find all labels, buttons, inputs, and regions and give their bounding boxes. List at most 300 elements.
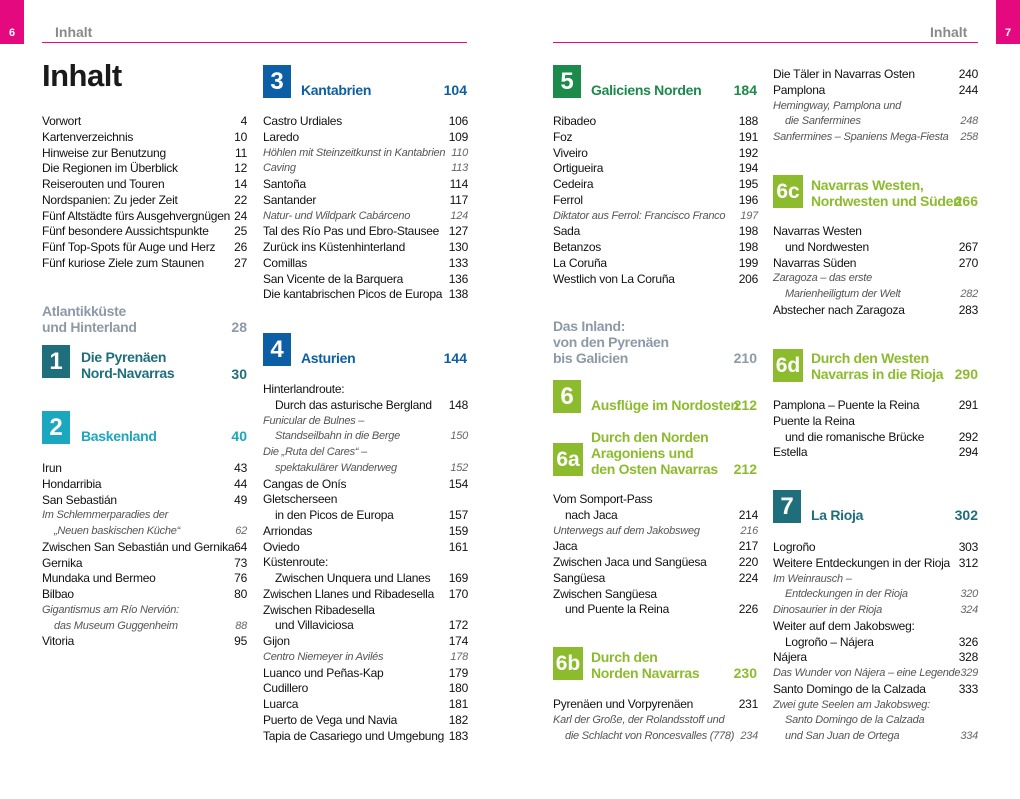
toc-entry[interactable]: [263, 697, 468, 713]
right-page-number-tab: [996, 0, 1020, 44]
toc-entry-title: die Schlacht von Roncesvalles (778): [565, 729, 735, 742]
toc-entry-page: 88: [235, 619, 247, 632]
toc-entry-page: 220: [738, 555, 758, 569]
toc-entry[interactable]: [42, 224, 247, 240]
toc-entry[interactable]: [553, 209, 758, 225]
toc-entry[interactable]: [773, 398, 978, 414]
toc-entry[interactable]: [263, 524, 468, 540]
toc-entry-title: Durch das asturische Bergland: [275, 397, 432, 412]
toc-entry[interactable]: [553, 224, 758, 240]
toc-entry-title: Zwischen San Sebastián und Gernika: [42, 539, 235, 554]
toc-entry-title: Luanco und Peñas-Kap: [263, 665, 384, 680]
toc-entry[interactable]: [263, 398, 468, 414]
part-heading-atlantik[interactable]: [42, 303, 137, 335]
toc-entry[interactable]: [553, 508, 758, 524]
toc-entry-page: 294: [958, 445, 978, 460]
toc-entry-page: 136: [448, 271, 468, 286]
chapter-heading-line: den Osten Navarras: [591, 461, 718, 477]
toc-entry-page: 224: [738, 570, 758, 585]
toc-entry[interactable]: [553, 729, 758, 745]
toc-entry[interactable]: [773, 619, 978, 635]
toc-entry[interactable]: [263, 240, 468, 256]
chapter-badge-6c: 6c: [773, 175, 803, 208]
toc-entry[interactable]: [773, 130, 978, 146]
toc-entry[interactable]: [263, 224, 468, 240]
toc-entry-page: 333: [958, 681, 978, 696]
toc-entry[interactable]: [263, 634, 468, 650]
toc-entry-page: 43: [234, 461, 247, 475]
toc-entry[interactable]: [773, 271, 978, 287]
toc-entry[interactable]: [42, 240, 247, 256]
toc-entry[interactable]: [42, 508, 247, 524]
toc-entry-title: Luarca: [263, 697, 299, 711]
toc-entry-page: 188: [738, 114, 758, 128]
toc-entry-page: 270: [958, 255, 978, 270]
toc-entry-title: Karl der Große, der Rolandsstoff und: [553, 713, 725, 726]
toc-entry[interactable]: [773, 682, 978, 698]
toc-entry[interactable]: [263, 618, 468, 634]
toc-entry-page: 329: [960, 667, 978, 679]
toc-entry[interactable]: [773, 698, 978, 714]
toc-entry[interactable]: [553, 713, 758, 729]
toc-entry[interactable]: [773, 414, 978, 430]
chapter-heading-6[interactable]: Ausflüge im Nordosten: [591, 397, 739, 413]
toc-entry[interactable]: [553, 555, 758, 571]
toc-entry-page: 44: [234, 476, 247, 491]
part-heading-line: Atlantikküste: [42, 303, 127, 319]
chapter-badge-4: 4: [263, 333, 291, 366]
toc-entry-page: 326: [958, 634, 978, 649]
toc-entry[interactable]: [773, 287, 978, 303]
toc-entry-page: 217: [738, 539, 758, 554]
part-heading-line: bis Galicien: [553, 350, 628, 366]
toc-entry-page: 10: [234, 129, 247, 144]
toc-entry-page: 4: [240, 114, 247, 128]
toc-entry-title: Im Schlemmerparadies der: [42, 509, 169, 522]
toc-entry[interactable]: [263, 130, 468, 146]
toc-entry-title: Centro Niemeyer in Avilés: [263, 650, 384, 663]
chapter-heading-6a[interactable]: [591, 429, 718, 477]
toc-entry-title: Kartenverzeichnis: [42, 129, 134, 144]
toc-entry-title: Ortigueira: [553, 161, 604, 176]
toc-entry-title: Ribadeo: [553, 114, 596, 128]
toc-entry[interactable]: [42, 177, 247, 193]
toc-entry-page: 22: [234, 192, 247, 207]
chapter-heading-7[interactable]: La Rioja: [811, 507, 864, 523]
toc-entry[interactable]: [263, 713, 468, 729]
left-running-header: Inhalt: [55, 24, 93, 40]
toc-entry[interactable]: [773, 635, 978, 651]
toc-entry-title: Hinterlandroute:: [263, 382, 345, 396]
toc-entry[interactable]: [773, 540, 978, 556]
toc-entry[interactable]: [773, 666, 978, 682]
toc-entry[interactable]: [553, 697, 758, 713]
chapter-6c-list: [773, 224, 978, 319]
toc-entry-title: und Puente la Reina: [565, 602, 669, 617]
toc-entry[interactable]: [263, 571, 468, 587]
toc-entry-title: Marienheiligtum der Welt: [785, 288, 901, 300]
toc-entry-page: 267: [958, 239, 978, 254]
toc-entry-title: in den Picos de Europa: [275, 508, 394, 522]
toc-entry-title: und Villaviciosa: [275, 618, 354, 633]
toc-entry-page: 214: [738, 507, 758, 522]
toc-entry[interactable]: [773, 713, 978, 729]
toc-entry-page: 114: [449, 177, 468, 191]
toc-entry[interactable]: [553, 146, 758, 162]
toc-entry-title: Logroño: [773, 540, 816, 554]
toc-entry-title: Funicular de Bulnes –: [263, 414, 365, 427]
toc-entry[interactable]: [553, 161, 758, 177]
chapter-page-6c: 266: [954, 193, 978, 209]
toc-entry[interactable]: [263, 146, 468, 162]
toc-entry-title: Die „Ruta del Cares“ –: [263, 446, 367, 458]
chapter-page-6b: 230: [733, 665, 757, 681]
chapter-heading-line: Navarras Westen,: [811, 177, 924, 193]
toc-entry[interactable]: [773, 83, 978, 99]
toc-entry-title: Viveiro: [553, 145, 588, 160]
toc-entry-title: die Sanfermines: [785, 115, 861, 128]
toc-entry[interactable]: [773, 99, 978, 115]
toc-entry-page: 64: [234, 539, 247, 554]
toc-entry[interactable]: [553, 272, 758, 288]
toc-entry-page: 170: [448, 586, 468, 601]
toc-entry-page: 240: [958, 67, 978, 81]
toc-entry-title: und San Juan de Ortega: [785, 730, 900, 742]
toc-entry[interactable]: [263, 209, 468, 225]
toc-entry[interactable]: [773, 572, 978, 588]
toc-entry-page: 127: [448, 224, 468, 239]
toc-entry-page: 12: [234, 161, 247, 176]
left-page-number-tab: [0, 0, 24, 44]
toc-entry[interactable]: [263, 477, 468, 493]
toc-entry[interactable]: [773, 430, 978, 446]
toc-entry-page: 303: [958, 540, 978, 554]
toc-entry-page: 117: [449, 192, 468, 207]
toc-entry[interactable]: [263, 681, 468, 697]
chapter-heading-5[interactable]: Galiciens Norden: [591, 82, 702, 98]
toc-entry[interactable]: [263, 256, 468, 272]
toc-entry[interactable]: [553, 571, 758, 587]
toc-entry[interactable]: [553, 114, 758, 130]
toc-entry-title: Santoña: [263, 177, 306, 191]
toc-entry[interactable]: [553, 193, 758, 209]
toc-entry-title: Die Täler in Navarras Osten: [773, 67, 915, 81]
toc-entry-title: Zwischen Llanes und Ribadesella: [263, 586, 435, 601]
chapter-page-7: 302: [954, 507, 978, 523]
toc-entry[interactable]: [263, 272, 468, 288]
toc-entry[interactable]: [263, 729, 468, 745]
part-heading-line: von den Pyrenäen: [553, 334, 669, 350]
chapter-7-list: [773, 540, 978, 745]
toc-entry-page: 25: [234, 224, 247, 239]
toc-entry[interactable]: [42, 161, 247, 177]
toc-entry-title: Zaragoza – das erste: [773, 272, 872, 285]
chapter-heading-3[interactable]: Kantabrien: [301, 82, 372, 98]
toc-entry[interactable]: [263, 177, 468, 193]
toc-entry[interactable]: [42, 146, 247, 162]
toc-entry[interactable]: [42, 603, 247, 619]
part-heading-inland[interactable]: [553, 318, 669, 366]
toc-entry-page: 206: [738, 271, 758, 286]
toc-entry[interactable]: [263, 540, 468, 556]
chapter-heading-line: Aragoniens und: [591, 445, 694, 461]
toc-entry-title: Zwei gute Seelen am Jakobsweg:: [773, 698, 930, 711]
toc-entry-title: Unterwegs auf dem Jakobsweg: [553, 524, 700, 537]
toc-entry-title: Dinosaurier in der Rioja: [773, 604, 882, 616]
toc-entry-page: 80: [234, 587, 247, 601]
chapter-badge-1: 1: [42, 345, 70, 378]
part-heading-line: und Hinterland: [42, 319, 137, 335]
toc-entry-page: 196: [738, 192, 758, 207]
toc-entry-title: Ferrol: [553, 192, 583, 207]
right-header-rule: [553, 42, 978, 43]
toc-entry[interactable]: [263, 382, 468, 398]
toc-entry-title: Reiserouten und Touren: [42, 177, 165, 191]
toc-entry[interactable]: [42, 477, 247, 493]
toc-entry[interactable]: [42, 634, 247, 650]
chapter-heading-6d[interactable]: [811, 350, 943, 382]
chapter-heading-line: Navarras in die Rioja: [811, 366, 944, 382]
chapter-6b-list: [553, 697, 758, 744]
chapter-heading-2[interactable]: Baskenland: [81, 428, 157, 444]
toc-entry-page: 109: [448, 129, 468, 144]
chapter-4-list: [263, 382, 468, 744]
toc-entry[interactable]: [773, 650, 978, 666]
toc-entry[interactable]: [263, 555, 468, 571]
toc-entry-title: Gernika: [42, 555, 83, 570]
toc-entry-page: 169: [448, 571, 468, 585]
toc-entry[interactable]: [773, 729, 978, 745]
toc-entry[interactable]: [263, 287, 468, 303]
toc-entry-page: 199: [738, 255, 758, 270]
toc-entry-title: Navarras Westen: [773, 224, 862, 238]
toc-entry[interactable]: [773, 587, 978, 603]
toc-entry-title: Tapia de Casariego und Umgebung: [263, 728, 445, 743]
toc-entry[interactable]: [553, 177, 758, 193]
toc-entry[interactable]: [42, 193, 247, 209]
toc-entry-page: 73: [234, 555, 247, 570]
toc-entry-title: Natur- und Wildpark Cabárceno: [263, 209, 411, 222]
toc-entry[interactable]: [553, 587, 758, 603]
chapter-heading-line: Durch den Norden: [591, 429, 709, 445]
toc-entry[interactable]: [42, 556, 247, 572]
toc-entry-title: Puente la Reina: [773, 413, 855, 428]
toc-entry-title: Hinweise zur Benutzung: [42, 145, 166, 160]
toc-entry-title: Gijon: [263, 634, 290, 648]
toc-entry-title: Das Wunder von Nájera – eine Legende: [773, 667, 961, 679]
toc-entry-page: 113: [451, 162, 468, 175]
toc-entry-title: Oviedo: [263, 539, 300, 554]
toc-entry-title: Fünf Altstädte fürs Ausgehvergnügen: [42, 208, 231, 223]
toc-entry-page: 62: [235, 525, 247, 537]
toc-entry-title: Mundaka und Bermeo: [42, 571, 156, 586]
toc-entry-title: Pyrenäen und Vorpyrenäen: [553, 697, 694, 711]
toc-entry[interactable]: [263, 445, 468, 461]
toc-entry-title: Sanfermines – Spaniens Mega-Fiesta: [773, 131, 949, 143]
chapter-heading-line: Nord-Navarras: [81, 365, 175, 381]
toc-entry[interactable]: [42, 256, 247, 272]
toc-entry-page: 183: [448, 728, 468, 743]
toc-entry-title: Nájera: [773, 650, 807, 665]
chapter-2-list: [42, 461, 247, 650]
toc-entry[interactable]: [263, 492, 468, 508]
toc-entry-page: 226: [738, 602, 758, 617]
toc-entry-title: Abstecher nach Zaragoza: [773, 302, 905, 317]
toc-entry-page: 161: [448, 539, 468, 554]
toc-entry[interactable]: [773, 240, 978, 256]
toc-entry-page: 11: [235, 145, 247, 160]
toc-entry-page: 192: [738, 145, 758, 160]
toc-entry-title: das Museum Guggenheim: [54, 619, 178, 632]
toc-entry[interactable]: [42, 114, 247, 130]
chapter-badge-3: 3: [263, 65, 291, 98]
chapter-page-6: 212: [733, 397, 757, 413]
toc-entry[interactable]: [773, 114, 978, 130]
toc-entry[interactable]: [42, 571, 247, 587]
toc-entry-title: Weitere Entdeckungen in der Rioja: [773, 555, 950, 570]
toc-entry[interactable]: [42, 493, 247, 509]
toc-entry-title: Bilbao: [42, 587, 74, 601]
toc-entry-title: Cangas de Onís: [263, 476, 347, 491]
toc-entry-title: Tal des Río Pas und Ebro-Stausee: [263, 224, 440, 239]
toc-entry[interactable]: [263, 461, 468, 477]
toc-entry-page: 283: [958, 302, 978, 317]
toc-entry-page: 195: [738, 177, 758, 191]
toc-entry-page: 324: [960, 604, 978, 616]
toc-entry-page: 130: [448, 240, 468, 254]
chapter-badge-6d: 6d: [773, 349, 803, 382]
toc-entry[interactable]: [553, 492, 758, 508]
toc-entry-title: Fünf Top-Spots für Auge und Herz: [42, 240, 216, 254]
toc-entry[interactable]: [42, 619, 247, 635]
toc-entry[interactable]: [263, 650, 468, 666]
toc-entry[interactable]: [263, 114, 468, 130]
toc-entry[interactable]: [263, 508, 468, 524]
toc-entry-page: 194: [738, 161, 758, 176]
toc-entry-title: Zurück ins Küstenhinterland: [263, 240, 405, 254]
toc-entry-page: 138: [448, 287, 468, 302]
toc-entry-page: 157: [448, 508, 468, 522]
toc-entry-page: 291: [958, 398, 978, 412]
toc-entry-page: 174: [448, 634, 468, 648]
toc-entry-page: 180: [448, 681, 468, 696]
toc-entry[interactable]: [263, 429, 468, 445]
toc-entry-title: Entdeckungen in der Rioja: [785, 588, 908, 601]
toc-entry-page: 216: [740, 524, 758, 537]
toc-entry-page: 334: [960, 730, 978, 742]
toc-entry[interactable]: [263, 414, 468, 430]
toc-entry[interactable]: [553, 602, 758, 618]
toc-entry-title: Cedeira: [553, 177, 594, 191]
toc-entry-title: Küstenroute:: [263, 555, 329, 570]
toc-entry-page: 49: [234, 492, 247, 507]
toc-entry-title: Westlich von La Coruña: [553, 271, 675, 286]
toc-entry-page: 95: [234, 634, 247, 649]
toc-entry[interactable]: [263, 603, 468, 619]
toc-entry[interactable]: [553, 524, 758, 540]
toc-entry-title: Irun: [42, 461, 62, 475]
toc-entry-page: 124: [450, 209, 468, 222]
toc-entry[interactable]: [42, 587, 247, 603]
toc-entry[interactable]: [263, 666, 468, 682]
chapter-6d-list: [773, 398, 978, 461]
chapter-heading-line: Die Pyrenäen: [81, 349, 167, 365]
chapter-heading-1[interactable]: [81, 349, 174, 381]
toc-entry[interactable]: [263, 193, 468, 209]
toc-entry[interactable]: [773, 303, 978, 319]
toc-entry-page: 178: [450, 650, 468, 663]
toc-entry[interactable]: [42, 524, 247, 540]
toc-entry-title: Zwischen Unquera und Llanes: [275, 571, 431, 585]
toc-entry[interactable]: [773, 445, 978, 461]
toc-entry-title: Foz: [553, 129, 573, 144]
toc-entry-title: Gletscherseen: [263, 492, 338, 507]
toc-entry-page: 76: [234, 571, 247, 586]
toc-entry[interactable]: [773, 256, 978, 272]
chapter-heading-6b[interactable]: [591, 649, 699, 681]
toc-entry-title: und Nordwesten: [785, 239, 869, 254]
chapter-page-3: 104: [443, 82, 467, 98]
chapter-badge-2: 2: [42, 411, 70, 444]
toc-entry[interactable]: [773, 224, 978, 240]
right-page-number: 7: [1004, 27, 1012, 39]
toc-entry[interactable]: [773, 603, 978, 619]
toc-entry[interactable]: [553, 240, 758, 256]
toc-entry-title: Standseilbahn in die Berge: [275, 430, 400, 443]
toc-entry[interactable]: [553, 130, 758, 146]
chapter-heading-line: Norden Navarras: [591, 665, 700, 681]
toc-entry[interactable]: [773, 556, 978, 572]
toc-entry-page: 182: [448, 712, 468, 727]
continued-list: [773, 67, 978, 146]
toc-entry-title: Die Regionen im Überblick: [42, 161, 178, 176]
chapter-heading-4[interactable]: Asturien: [301, 350, 356, 366]
toc-entry[interactable]: [42, 540, 247, 556]
toc-entry[interactable]: [773, 67, 978, 83]
toc-entry-title: Santo Domingo de la Calzada: [785, 714, 925, 727]
toc-entry-title: San Sebastián: [42, 492, 117, 507]
part-page-inland: 210: [733, 350, 757, 366]
toc-entry-title: Castro Urdiales: [263, 114, 342, 128]
toc-entry-title: Pamplona – Puente la Reina: [773, 398, 920, 412]
toc-entry-page: 198: [738, 240, 758, 254]
chapter-badge-5: 5: [553, 65, 581, 98]
toc-entry[interactable]: [42, 209, 247, 225]
toc-entry-title: Fünf besondere Aussichtspunkte: [42, 224, 209, 239]
toc-entry-title: Sada: [553, 224, 581, 239]
toc-entry-title: Vom Somport-Pass: [553, 492, 653, 506]
toc-entry[interactable]: [553, 539, 758, 555]
toc-entry-title: Pamplona: [773, 82, 826, 97]
toc-entry-page: 179: [448, 665, 468, 680]
toc-entry-title: Nordspanien: Zu jeder Zeit: [42, 192, 178, 207]
toc-entry-title: Laredo: [263, 129, 299, 144]
toc-entry-title: Zwischen Ribadesella: [263, 602, 375, 617]
toc-entry-page: 234: [740, 729, 758, 742]
toc-entry[interactable]: [553, 256, 758, 272]
toc-entry-title: Höhlen mit Steinzeitkunst in Kantabrien: [263, 146, 446, 159]
toc-entry-title: spektakulärer Wanderweg: [275, 461, 397, 474]
toc-entry[interactable]: [42, 461, 247, 477]
toc-entry-page: 244: [958, 82, 978, 97]
toc-entry[interactable]: [42, 130, 247, 146]
chapter-heading-line: Durch den: [591, 649, 658, 665]
toc-entry-title: San Vicente de la Barquera: [263, 271, 404, 286]
page-title: Inhalt: [42, 58, 122, 93]
toc-entry[interactable]: [263, 587, 468, 603]
toc-entry-title: Estella: [773, 445, 808, 460]
toc-entry[interactable]: [263, 161, 468, 177]
